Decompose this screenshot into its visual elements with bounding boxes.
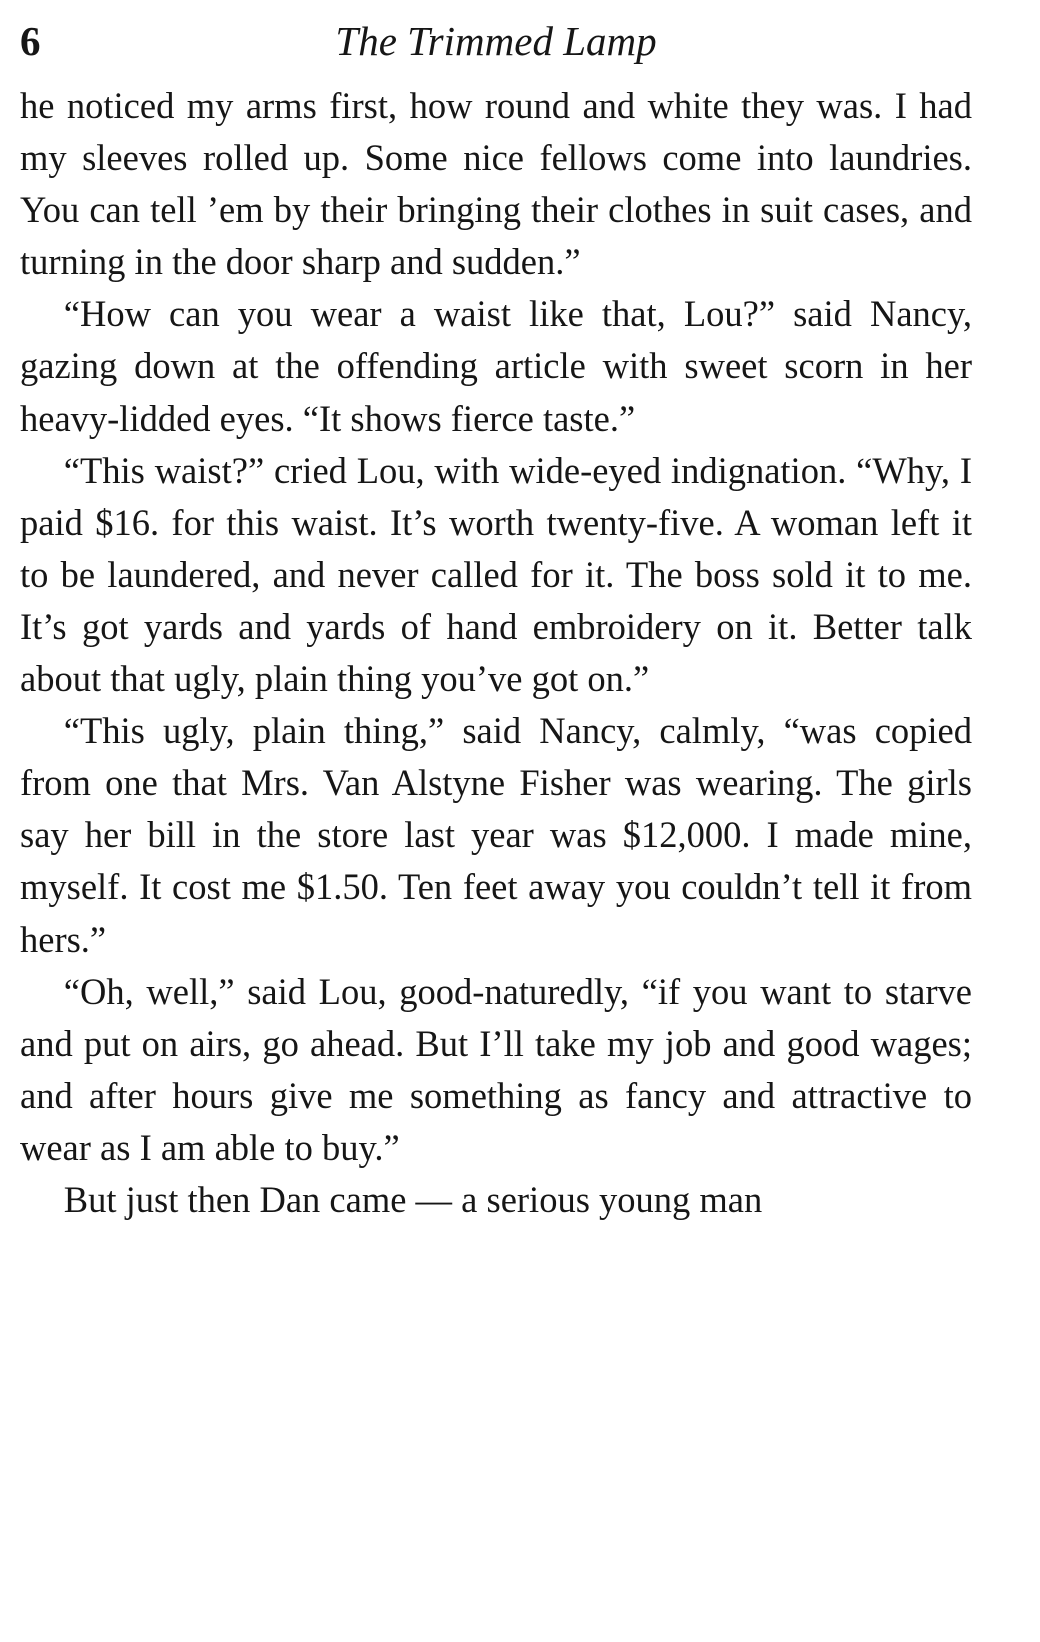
paragraph: “This waist?” cried Lou, with wide-eyed indignation. “Why, I paid $16. for this waist. It’s worth twenty-five. A woman left it to be laundered, and never called for it. The boss sold it to me. It’s got yards and yards of hand embroidery on it. Better talk about that ugly, plain thing you’ve got on.” [20, 449, 972, 700]
paragraph-continued: he noticed my arms first, how round and white they was. I had my sleeves rolled up. Some nice fellows come into laundries. You can tell ’em by their bringing their clothes in suit cases, and turning in the door sharp and sudden.” [20, 85, 972, 283]
paragraph: But just then Dan came — a serious young man [63, 1178, 763, 1220]
paragraph: “How can you wear a waist like that, Lou?” said Nancy, gazing down at the offending article with sweet scorn in her heavy-lidded eyes. “It shows fierce taste.” [20, 293, 972, 439]
book-page [20, 10, 972, 1226]
page-number: 6 [20, 18, 41, 64]
running-head [20, 10, 972, 72]
paragraph: “This ugly, plain thing,” said Nancy, calmly, “was copied from one that Mrs. Van Alstyne Fisher was wearing. The girls say her bill in the store last year was $12,000. I made mine, myself. It cost me $1.50. Ten feet away you couldn’t tell it from hers.” [20, 710, 972, 960]
book-title: The Trimmed Lamp [335, 18, 657, 64]
page-body [20, 80, 972, 1226]
paragraph: “Oh, well,” said Lou, good-naturedly, “if you want to starve and put on airs, go ahead. But I’ll take my job and good wages; and after hours give me something as fancy and attractive to wear as I am able to buy.” [20, 970, 972, 1168]
